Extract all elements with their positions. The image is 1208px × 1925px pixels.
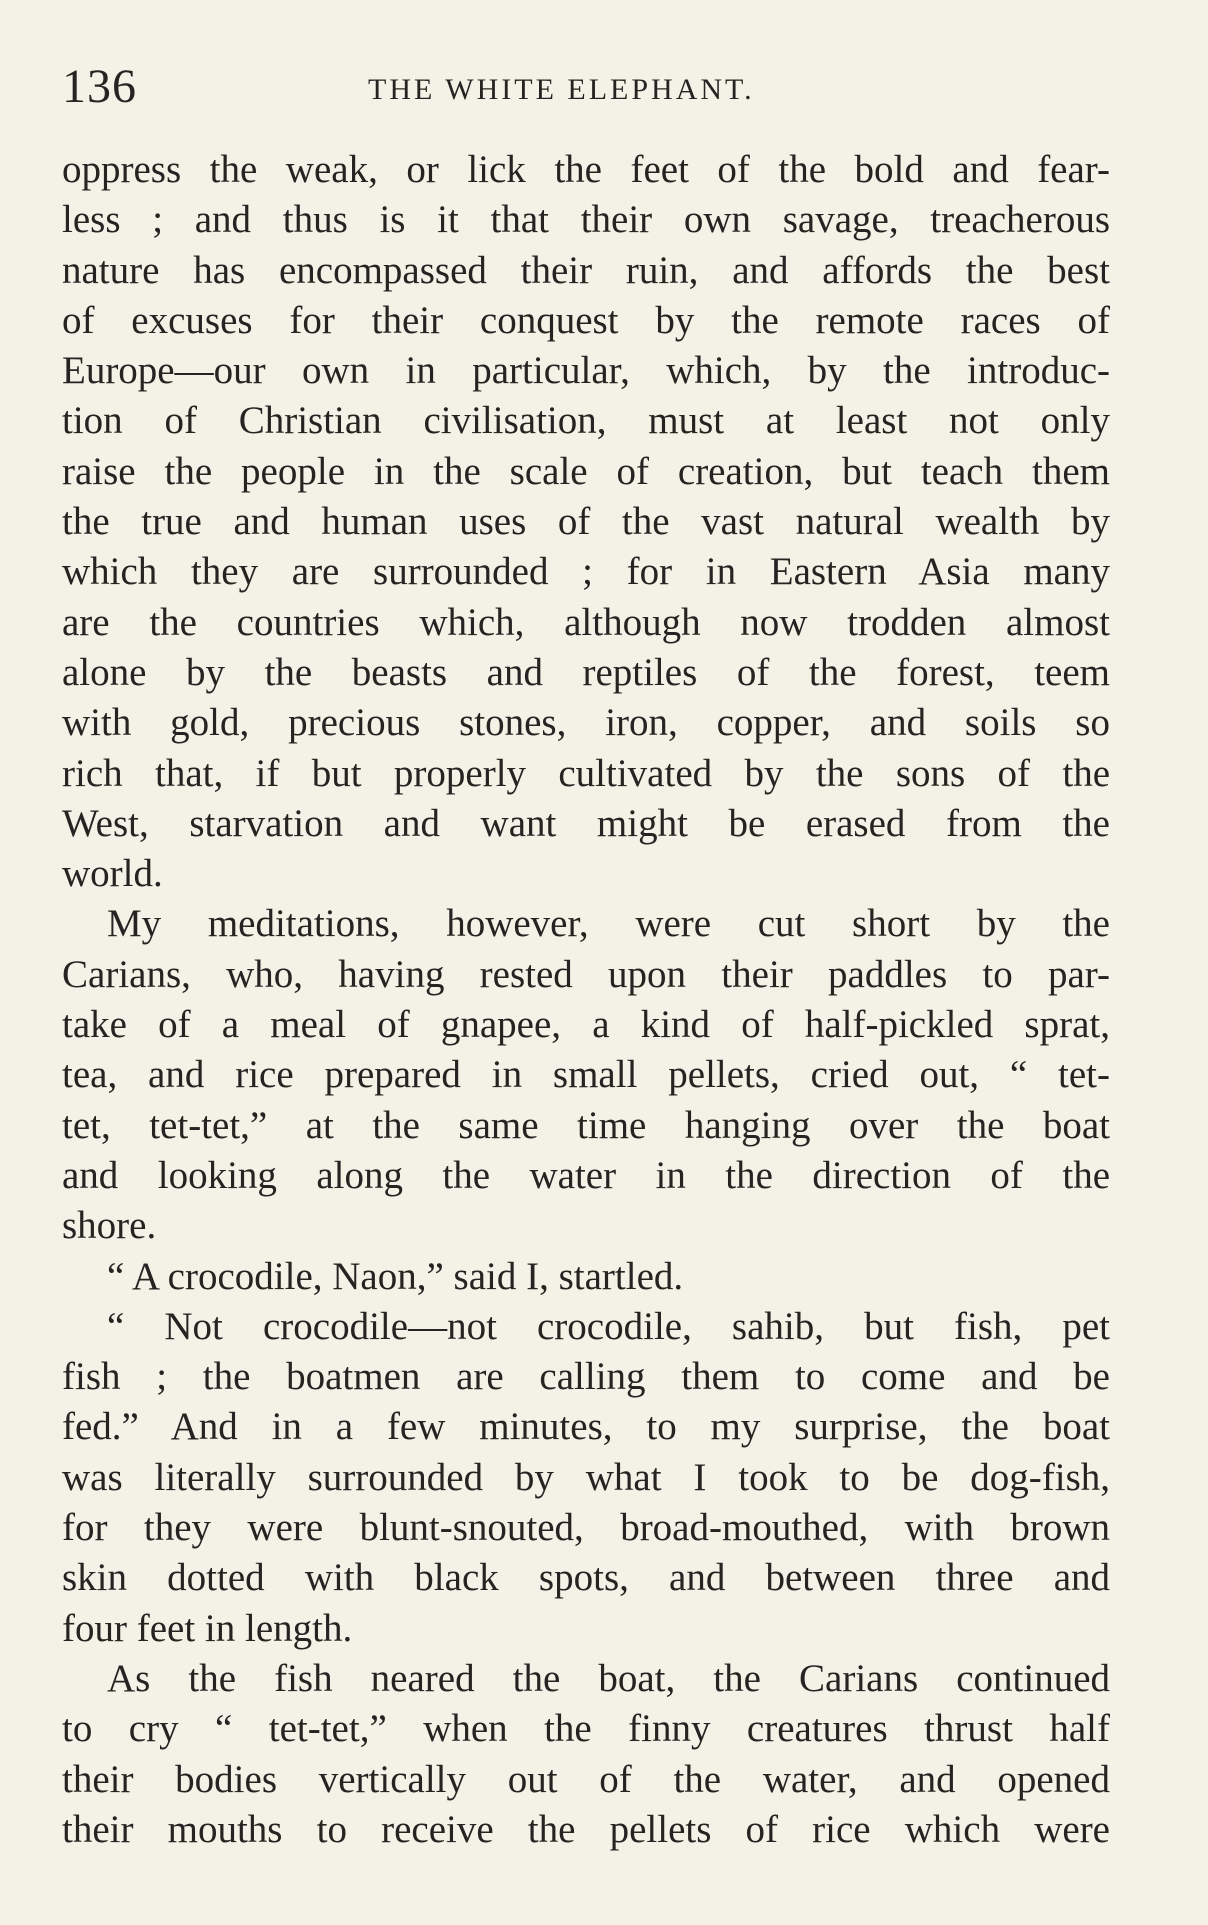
text-line: West, starvation and want might be erased from the — [62, 801, 1110, 845]
text-line: their mouths to receive the pellets of rice which were — [62, 1807, 1110, 1851]
text-line: alone by the beasts and reptiles of the forest, teem — [62, 650, 1110, 694]
paragraph-last-line: shore. — [62, 1204, 157, 1248]
text-line: was literally surrounded by what I took to be dog-fish, — [62, 1455, 1110, 1499]
text-line: take of a meal of gnapee, a kind of half-pickled sprat, — [62, 1003, 1110, 1047]
text-line: for they were blunt-snouted, broad-mouthed, with brown — [62, 1506, 1110, 1550]
running-head — [62, 62, 1122, 112]
paragraph-last-line: four feet in length. — [62, 1606, 353, 1650]
text-line: less ; and thus is it that their own savage, treacherous — [62, 198, 1110, 242]
text-line: tet, tet-tet,” at the same time hanging over the boat — [62, 1103, 1110, 1147]
running-title: THE WHITE ELEPHANT. — [368, 73, 755, 106]
text-line: Europe—our own in particular, which, by the introduc- — [62, 349, 1110, 393]
text-line: are the countries which, although now trodden almost — [62, 600, 1110, 644]
dialogue-line: “ A crocodile, Naon,” said I, startled. — [107, 1254, 684, 1298]
paragraph-first-line: My meditations, however, were cut short by the — [107, 902, 1110, 946]
text-line: and looking along the water in the direction of the — [62, 1153, 1110, 1197]
text-line: which they are surrounded ; for in Eastern Asia many — [62, 550, 1110, 594]
paragraph-first-line: “ Not crocodile—not crocodile, sahib, but fish, pet — [107, 1304, 1110, 1348]
paragraph-first-line: As the fish neared the boat, the Carians continued — [107, 1656, 1110, 1700]
text-line: oppress the weak, or lick the feet of the bold and fear- — [62, 148, 1110, 191]
page-number: 136 — [62, 60, 137, 113]
body-text — [62, 145, 1110, 1855]
text-line: raise the people in the scale of creation, but teach them — [62, 449, 1110, 493]
text-line: fish ; the boatmen are calling them to come and be — [62, 1355, 1110, 1399]
text-line: to cry “ tet-tet,” when the finny creatures thrust half — [62, 1707, 1110, 1751]
text-line: tion of Christian civilisation, must at least not only — [62, 399, 1110, 443]
text-line: with gold, precious stones, iron, copper, and soils so — [62, 701, 1110, 745]
text-line: Carians, who, having rested upon their paddles to par- — [62, 952, 1110, 996]
text-line: their bodies vertically out of the water, and opened — [62, 1757, 1110, 1801]
text-line: nature has encompassed their ruin, and affords the best — [62, 248, 1110, 292]
text-line: fed.” And in a few minutes, to my surprise, the boat — [62, 1405, 1110, 1449]
text-line: of excuses for their conquest by the remote races of — [62, 298, 1110, 342]
paragraph-last-line: world. — [62, 852, 163, 896]
text-line: rich that, if but properly cultivated by the sons of the — [62, 751, 1110, 795]
text-line: tea, and rice prepared in small pellets, cried out, “ tet- — [62, 1053, 1110, 1097]
text-line: the true and human uses of the vast natural wealth by — [62, 500, 1110, 544]
text-line: skin dotted with black spots, and between three and — [62, 1556, 1110, 1600]
